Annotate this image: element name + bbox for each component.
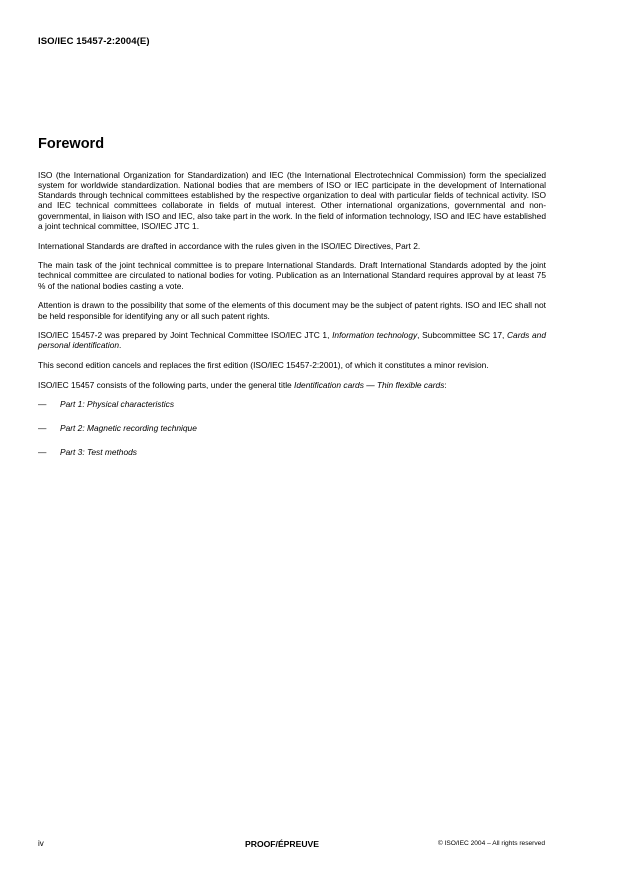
subcommittee-title: Cards and personal identification xyxy=(38,330,546,351)
paragraph-parts-intro xyxy=(38,380,546,390)
parts-intro-end: : xyxy=(444,379,447,390)
dash-marker: — xyxy=(38,423,47,433)
subcommittee-text: , Subcommittee SC 17, xyxy=(417,330,507,341)
page-number: iv xyxy=(38,839,44,848)
list-item xyxy=(38,399,546,409)
dash-marker: — xyxy=(38,399,47,410)
copyright-notice: © ISO/IEC 2004 – All rights reserved xyxy=(437,840,545,847)
parts-intro-text: ISO/IEC 15457 consists of the following parts, under the general title xyxy=(38,379,295,390)
prepared-by-end: . xyxy=(119,340,122,351)
list-item xyxy=(38,423,546,433)
paragraph-main-task: The main task of the joint technical committee is to prepare International Standards. Draft International Standards adopted by the joint technical committee are circulated to national bodies for voting. Publication as an International Standard requires approval by at least 75 % of the national bodies casting a vote. xyxy=(38,260,546,291)
dash-marker: — xyxy=(38,446,47,457)
paragraph-organizations: ISO (the International Organization for Standardization) and IEC (the International Electrotechnical Commission) form the specialized system for worldwide standardization. National bodies that are members of ISO or IEC participate in the development of International Standards through technical committees established by the respective organization to deal with particular fields of technical activity. ISO and IEC technical committees collaborate in fields of mutual interest. Other international organizations, governmental and non-governmental, in liaison with ISO and IEC, also take part in the work. In the field of information technology, ISO and IEC have established a joint technical committee, ISO/IEC JTC 1. xyxy=(38,170,546,231)
page-footer xyxy=(38,839,546,851)
paragraph-prepared-by xyxy=(38,330,546,350)
list-item xyxy=(38,447,546,457)
section-title: Foreword xyxy=(38,136,105,152)
document-id: ISO/IEC 15457-2:2004(E) xyxy=(38,36,150,47)
parts-list xyxy=(38,399,546,457)
part-label: Part 1: Physical characteristics xyxy=(60,399,175,410)
paragraph-edition: This second edition cancels and replaces the first edition (ISO/IEC 15457-2:2001), of which it constitutes a minor revision. xyxy=(38,360,489,371)
prepared-by-text: ISO/IEC 15457-2 was prepared by Joint Technical Committee ISO/IEC JTC 1, xyxy=(38,330,333,341)
paragraph-directives: International Standards are drafted in accordance with the rules given in the ISO/IEC Directives, Part 2. xyxy=(38,240,421,251)
part-label: Part 3: Test methods xyxy=(60,446,137,457)
paragraph-patent-rights: Attention is drawn to the possibility that some of the elements of this document may be the subject of patent rights. ISO and IEC shall not be held responsible for identifying any or all such patent rights. xyxy=(38,300,546,321)
proof-label: PROOF/ÉPREUVE xyxy=(245,839,320,849)
committee-title: Information technology xyxy=(332,330,418,341)
foreword-body xyxy=(38,170,546,471)
part-label: Part 2: Magnetic recording technique xyxy=(60,423,197,433)
general-title: Identification cards — Thin flexible cards xyxy=(294,379,445,390)
